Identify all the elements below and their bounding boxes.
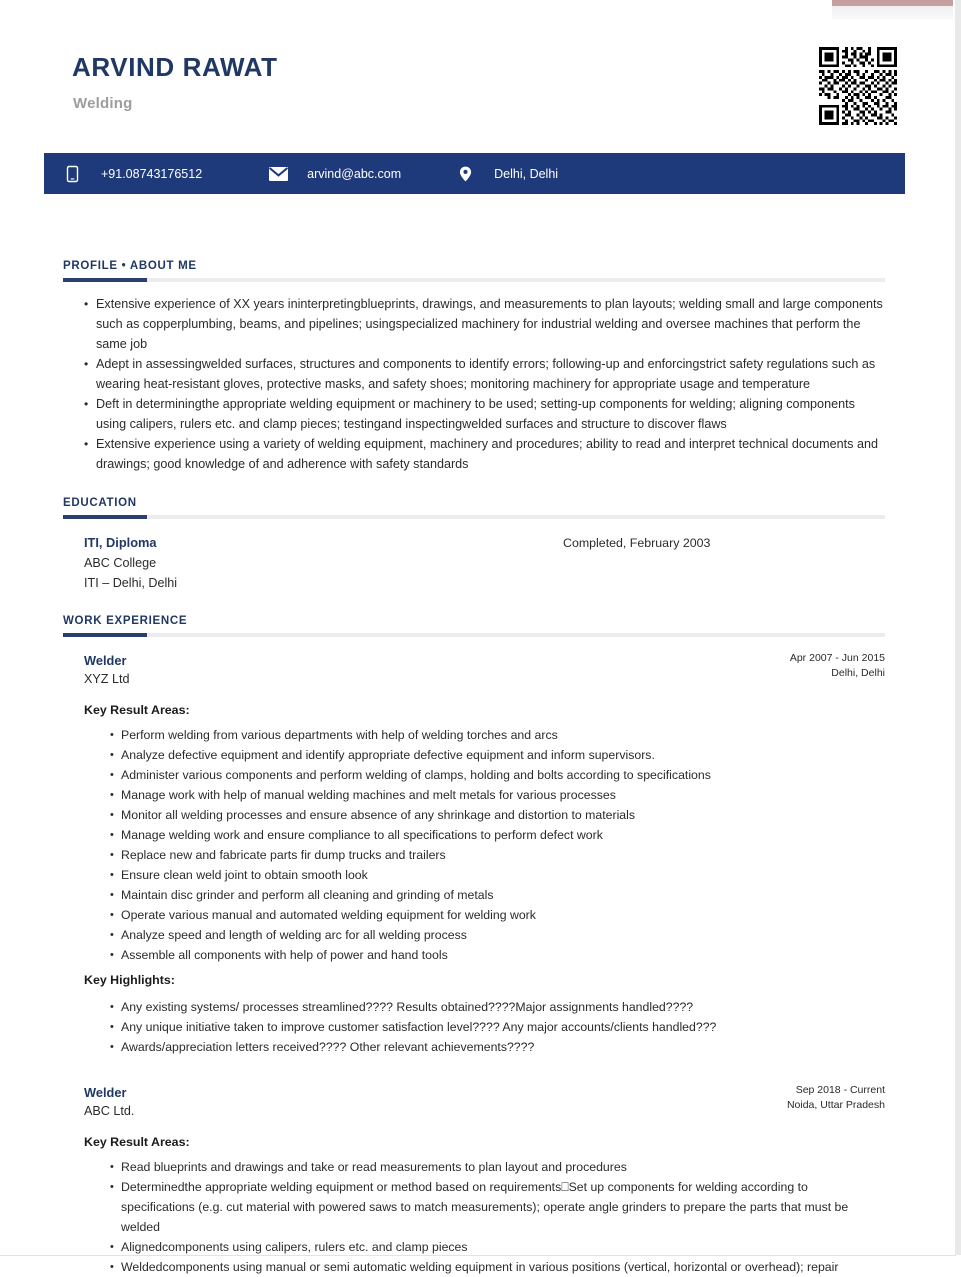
job-company: ABC Ltd. [84, 1104, 135, 1118]
profile-bullet-list [84, 294, 883, 474]
list-item: • Read blueprints and drawings and take or read measurements to plan layout and procedures [110, 1157, 885, 1177]
chat-widget-online-badge[interactable] [832, 0, 953, 6]
list-item: • Extensive experience of XX years ininterpretingblueprints, drawings, and measurements to plan layouts; welding small and large components such as copperplumbing, beams, and pipelines; usingspecialized machinery for industrial welding and oversee machines that perform the same job [84, 294, 883, 354]
qr-code-icon [815, 44, 901, 128]
list-item: • Analyze speed and length of welding arc for all welding process [110, 925, 885, 945]
section-title-education: EDUCATION [63, 497, 137, 509]
list-item: • Perform welding from various departments with help of welding torches and arcs [110, 725, 885, 745]
list-item: • Alignedcomponents using calipers, rulers etc. and clamp pieces [110, 1237, 885, 1257]
section-education [0, 474, 955, 593]
list-item: • Administer various components and perform welding of clamps, holding and bolts according to specifications [110, 765, 885, 785]
contact-phone[interactable] [62, 153, 202, 194]
section-divider [63, 633, 885, 637]
contact-email-text: arvind@abc.com [307, 166, 402, 181]
job-dates: Sep 2018 - Current [795, 1084, 885, 1096]
contact-email[interactable] [268, 153, 401, 194]
key-result-areas-label: Key Result Areas: [84, 703, 190, 717]
email-icon [268, 167, 288, 181]
list-item: • Manage work with help of manual welding machines and melt metals for various processes [110, 785, 885, 805]
section-divider [63, 278, 885, 282]
job-title: Welder [84, 1085, 127, 1100]
contact-location-text: Delhi, Delhi [494, 166, 559, 181]
list-item: • Any unique initiative taken to improve customer satisfaction level???? Any major accounts/clients handled??? [110, 1017, 885, 1037]
list-item: • Maintain disc grinder and perform all cleaning and grinding of metals [110, 885, 885, 905]
list-item: • Adept in assessingwelded surfaces, structures and components to identify errors; following-up and enforcingstrict safety regulations such as wearing heat-resistant gloves, protective masks, and safety shoes; monitoring machinery for appropriate usage and temperature [84, 354, 883, 394]
phone-icon [62, 166, 82, 182]
key-result-areas-list [84, 725, 885, 965]
contact-bar [44, 153, 905, 194]
contact-phone-text: +91.08743176512 [101, 166, 203, 181]
list-item: • Any existing systems/ processes streamlined???? Results obtained????Major assignments handled???? [110, 997, 885, 1017]
list-item: • Determinedthe appropriate welding equipment or method based on requirements⎕Set up components for welding according to specifications (e.g. cut material with powered saws to match measurements); operate angle grinders to prepare the parts that must be welded [110, 1177, 885, 1237]
job-location: Noida, Uttar Pradesh [786, 1099, 885, 1111]
key-result-areas-label: Key Result Areas: [84, 1135, 190, 1149]
section-title-profile: PROFILE • ABOUT ME [63, 260, 197, 272]
job-role-subtitle: Welding [73, 95, 133, 112]
section-title-work: WORK EXPERIENCE [63, 615, 188, 627]
key-highlights-list [84, 997, 885, 1057]
job-entry [0, 651, 955, 1057]
education-status: Completed, February 2003 [563, 536, 711, 550]
page-title: ARVIND RAWAT [72, 52, 278, 82]
job-meta [787, 1083, 885, 1113]
job-location: Delhi, Delhi [831, 667, 885, 679]
chat-widget-shadow [832, 6, 953, 20]
list-item: • Analyze defective equipment and identify appropriate defective equipment and inform supervisors. [110, 745, 885, 765]
education-degree: ITI, Diploma [84, 535, 157, 550]
list-item: • Operate various manual and automated welding equipment for welding work [110, 905, 885, 925]
list-item: • Extensive experience using a variety of welding equipment, machinery and procedures; ability to read and interpret technical documents and drawings; good knowledge of and adherence with safety standards [84, 434, 883, 474]
list-item: • Replace new and fabricate parts fir dump trucks and trailers [110, 845, 885, 865]
list-item: • Assemble all components with help of power and hand tools [110, 945, 885, 965]
education-location: ITI – Delhi, Delhi [84, 576, 178, 590]
job-company: XYZ Ltd [84, 672, 130, 686]
page-right-gutter [955, 0, 961, 1255]
list-item: • Ensure clean weld joint to obtain smooth look [110, 865, 885, 885]
education-school: ABC College [84, 556, 157, 570]
section-divider [63, 515, 885, 519]
contact-location[interactable] [455, 153, 558, 194]
resume-header [0, 0, 955, 152]
key-highlights-label: Key Highlights: [84, 973, 175, 987]
list-item: • Manage welding work and ensure compliance to all specifications to perform defect work [110, 825, 885, 845]
list-item: • Deft in determiningthe appropriate welding equipment or machinery to be used; setting-up components for welding; aligning components using calipers, rulers etc. and clamp pieces; testingand inspectingwelded surfaces and structure to discover flaws [84, 394, 883, 434]
list-item: • Awards/appreciation letters received???? Other relevant achievements???? [110, 1037, 885, 1057]
job-entry [0, 1083, 955, 1274]
resume-body [0, 194, 955, 1274]
job-meta [790, 651, 885, 681]
location-pin-icon [455, 166, 475, 182]
job-title: Welder [84, 653, 127, 668]
job-dates: Apr 2007 - Jun 2015 [789, 652, 885, 664]
key-result-areas-list [84, 1157, 885, 1274]
list-item: • Weldedcomponents using manual or semi automatic welding equipment in various positions (vertical, horizontal or overhead); repair [110, 1257, 885, 1266]
section-work-experience [0, 593, 955, 1274]
education-entry [0, 533, 955, 593]
list-item: • Monitor all welding processes and ensure absence of any shrinkage and distortion to materials [110, 805, 885, 825]
section-profile [0, 194, 955, 474]
